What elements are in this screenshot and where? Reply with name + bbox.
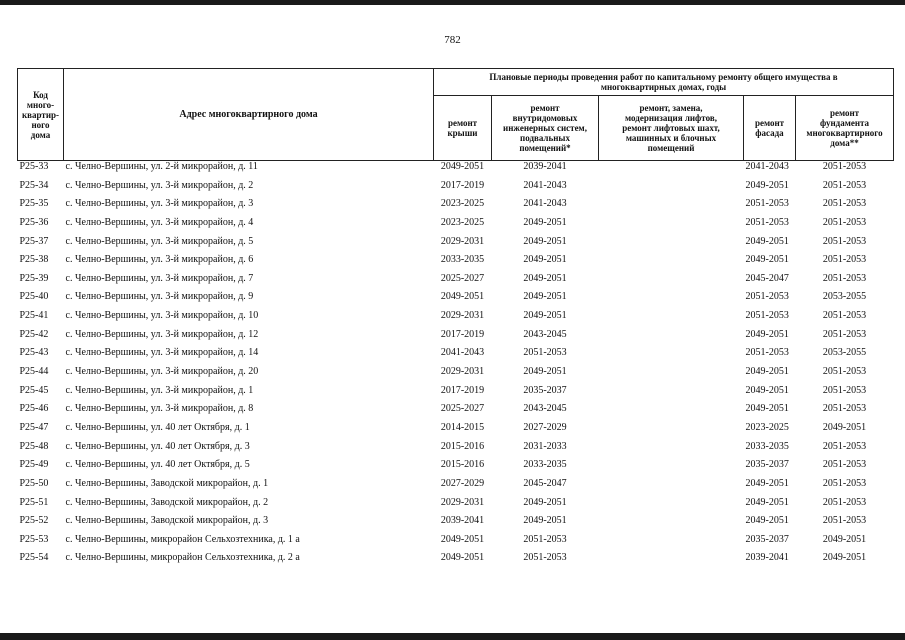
row-roof: 2017-2019	[440, 384, 485, 396]
row-foundation: 2051-2053	[822, 366, 867, 378]
table-row	[18, 180, 894, 199]
row-lifts	[599, 180, 744, 199]
row-systems: 2049-2051	[523, 216, 567, 228]
row-code: Р25-38	[19, 254, 49, 266]
row-facade: 2049-2051	[745, 328, 789, 340]
row-facade: 2051-2053	[745, 310, 789, 322]
header-code: Код много- квартир- ного дома	[18, 69, 64, 161]
row-roof: 2023-2025	[440, 216, 485, 228]
row-code: Р25-35	[19, 198, 49, 210]
row-roof: 2033-2035	[440, 254, 485, 266]
row-address: с. Челно-Вершины, ул. 3-й микрорайон, д. 12	[65, 328, 259, 340]
row-lifts	[599, 236, 744, 255]
row-facade: 2049-2051	[745, 477, 789, 489]
row-address: с. Челно-Вершины, ул. 40 лет Октября, д. 3	[65, 440, 250, 452]
row-facade: 2045-2047	[745, 272, 789, 284]
header-facade: ремонт фасада	[744, 96, 796, 161]
row-lifts	[599, 366, 744, 385]
row-code: Р25-39	[19, 272, 49, 284]
row-lifts	[599, 403, 744, 422]
table-row	[18, 441, 894, 460]
row-systems: 2035-2037	[523, 384, 567, 396]
row-lifts	[599, 478, 744, 497]
row-systems: 2043-2045	[523, 403, 567, 415]
row-address: с. Челно-Вершины, ул. 2-й микрорайон, д. 11	[65, 161, 258, 172]
table-row	[18, 403, 894, 422]
row-lifts	[599, 273, 744, 292]
row-systems: 2043-2045	[523, 328, 567, 340]
row-roof: 2049-2051	[440, 552, 485, 564]
header-roof: ремонт крыши	[434, 96, 492, 161]
row-address: с. Челно-Вершины, ул. 3-й микрорайон, д. 4	[65, 216, 254, 228]
row-foundation: 2051-2053	[822, 235, 867, 247]
row-address: с. Челно-Вершины, ул. 3-й микрорайон, д. 7	[65, 272, 254, 284]
row-facade: 2049-2051	[745, 235, 789, 247]
row-code: Р25-54	[19, 552, 49, 564]
row-address: с. Челно-Вершины, Заводской микрорайон, д. 2	[65, 496, 269, 508]
row-facade: 2049-2051	[745, 366, 789, 378]
row-facade: 2049-2051	[745, 384, 789, 396]
row-code: Р25-53	[19, 533, 49, 545]
row-address: с. Челно-Вершины, ул. 3-й микрорайон, д. 1	[65, 384, 254, 396]
row-roof: 2027-2029	[440, 477, 485, 489]
row-code: Р25-51	[19, 496, 49, 508]
row-systems: 2051-2053	[523, 552, 567, 564]
row-facade: 2051-2053	[745, 216, 789, 228]
page-number: 782	[444, 34, 461, 46]
row-foundation: 2051-2053	[822, 254, 867, 266]
row-facade: 2049-2051	[745, 254, 789, 266]
table-row	[18, 329, 894, 348]
table-row	[18, 459, 894, 478]
row-systems: 2027-2029	[523, 421, 567, 433]
row-code: Р25-52	[19, 515, 49, 527]
row-facade: 2035-2037	[745, 459, 789, 471]
row-facade: 2023-2025	[745, 421, 789, 433]
row-systems: 2039-2041	[523, 161, 567, 172]
row-roof: 2029-2031	[440, 235, 485, 247]
header-systems: ремонт внутридомовых инженерных систем, подвальных помещений*	[492, 96, 599, 161]
row-foundation: 2051-2053	[822, 328, 867, 340]
row-code: Р25-33	[19, 161, 49, 172]
row-lifts	[599, 329, 744, 348]
row-systems: 2033-2035	[523, 459, 567, 471]
row-systems: 2049-2051	[523, 254, 567, 266]
row-systems: 2045-2047	[523, 477, 567, 489]
row-code: Р25-42	[19, 328, 49, 340]
row-roof: 2017-2019	[440, 179, 485, 191]
row-systems: 2049-2051	[523, 291, 567, 303]
row-roof: 2017-2019	[440, 328, 485, 340]
top-border	[0, 0, 905, 5]
row-roof: 2039-2041	[440, 515, 485, 527]
row-address: с. Челно-Вершины, ул. 3-й микрорайон, д. 10	[65, 310, 259, 322]
row-facade: 2051-2053	[745, 198, 789, 210]
repair-schedule-table	[17, 68, 894, 571]
row-systems: 2041-2043	[523, 198, 567, 210]
row-lifts	[599, 161, 744, 180]
header-lifts: ремонт, замена, модернизация лифтов, ремонт лифтовых шахт, машинных и блочных помещений	[599, 96, 744, 161]
row-address: с. Челно-Вершины, ул. 3-й микрорайон, д. 2	[65, 179, 254, 191]
row-facade: 2051-2053	[745, 347, 789, 359]
table-header	[18, 69, 894, 161]
row-systems: 2049-2051	[523, 272, 567, 284]
row-roof: 2025-2027	[440, 272, 485, 284]
row-foundation: 2049-2051	[822, 533, 867, 545]
row-address: с. Челно-Вершины, ул. 3-й микрорайон, д. 20	[65, 366, 259, 378]
row-systems: 2049-2051	[523, 496, 567, 508]
row-facade: 2049-2051	[745, 496, 789, 508]
row-address: с. Челно-Вершины, ул. 40 лет Октября, д. 1	[65, 421, 250, 433]
row-systems: 2049-2051	[523, 515, 567, 527]
row-facade: 2051-2053	[745, 291, 789, 303]
row-foundation: 2051-2053	[822, 198, 867, 210]
row-foundation: 2051-2053	[822, 310, 867, 322]
row-systems: 2041-2043	[523, 179, 567, 191]
row-code: Р25-46	[19, 403, 49, 415]
row-code: Р25-40	[19, 291, 49, 303]
row-code: Р25-50	[19, 477, 49, 489]
row-roof: 2049-2051	[440, 161, 485, 172]
row-systems: 2049-2051	[523, 310, 567, 322]
row-foundation: 2051-2053	[822, 272, 867, 284]
row-roof: 2014-2015	[440, 421, 485, 433]
row-code: Р25-47	[19, 421, 49, 433]
header-foundation: ремонт фундамента многоквартирного дома**	[796, 96, 894, 161]
row-address: с. Челно-Вершины, ул. 3-й микрорайон, д. 14	[65, 347, 259, 359]
row-lifts	[599, 422, 744, 441]
row-systems: 2051-2053	[523, 533, 567, 545]
table-row	[18, 236, 894, 255]
row-code: Р25-44	[19, 366, 49, 378]
row-code: Р25-37	[19, 235, 49, 247]
row-address: с. Челно-Вершины, ул. 3-й микрорайон, д. 6	[65, 254, 254, 266]
row-foundation: 2051-2053	[822, 216, 867, 228]
table-row	[18, 366, 894, 385]
row-roof: 2049-2051	[440, 533, 485, 545]
table-row	[18, 515, 894, 534]
row-code: Р25-45	[19, 384, 49, 396]
table-row	[18, 534, 894, 553]
table-row	[18, 254, 894, 273]
row-lifts	[599, 310, 744, 329]
row-roof: 2015-2016	[440, 459, 485, 471]
table-row	[18, 497, 894, 516]
row-lifts	[599, 459, 744, 478]
row-foundation: 2053-2055	[822, 291, 867, 303]
row-roof: 2029-2031	[440, 366, 485, 378]
table-row	[18, 217, 894, 236]
row-roof: 2041-2043	[440, 347, 485, 359]
row-lifts	[599, 441, 744, 460]
row-roof: 2029-2031	[440, 310, 485, 322]
row-foundation: 2051-2053	[822, 440, 867, 452]
row-address: с. Челно-Вершины, ул. 3-й микрорайон, д. 3	[65, 198, 254, 210]
table-row	[18, 291, 894, 310]
row-address: с. Челно-Вершины, Заводской микрорайон, д. 3	[65, 515, 269, 527]
row-lifts	[599, 198, 744, 217]
table-row	[18, 310, 894, 329]
row-foundation: 2049-2051	[822, 552, 867, 564]
row-code: Р25-48	[19, 440, 49, 452]
row-address: с. Челно-Вершины, ул. 3-й микрорайон, д. 5	[65, 235, 254, 247]
row-lifts	[599, 217, 744, 236]
row-foundation: 2051-2053	[822, 161, 867, 172]
row-roof: 2049-2051	[440, 291, 485, 303]
row-code: Р25-41	[19, 310, 49, 322]
row-roof: 2025-2027	[440, 403, 485, 415]
row-code: Р25-43	[19, 347, 49, 359]
row-code: Р25-49	[19, 459, 49, 471]
row-lifts	[599, 347, 744, 366]
table-row	[18, 385, 894, 404]
row-lifts	[599, 552, 744, 571]
row-address: с. Челно-Вершины, микрорайон Сельхозтехника, д. 2 а	[65, 552, 300, 564]
row-address: с. Челно-Вершины, Заводской микрорайон, д. 1	[65, 477, 269, 489]
row-address: с. Челно-Вершины, ул. 3-й микрорайон, д. 9	[65, 291, 254, 303]
table-body	[18, 161, 894, 572]
header-periods: Плановые периоды проведения работ по капитальному ремонту общего имущества в многоквартирных домах, годы	[434, 69, 894, 96]
row-facade: 2035-2037	[745, 533, 789, 545]
bottom-border	[0, 633, 905, 640]
table-row	[18, 273, 894, 292]
row-lifts	[599, 515, 744, 534]
table-row	[18, 422, 894, 441]
row-address: с. Челно-Вершины, ул. 3-й микрорайон, д. 8	[65, 403, 254, 415]
row-facade: 2033-2035	[745, 440, 789, 452]
row-roof: 2029-2031	[440, 496, 485, 508]
row-foundation: 2049-2051	[822, 421, 867, 433]
row-address: с. Челно-Вершины, ул. 40 лет Октября, д. 5	[65, 459, 250, 471]
row-code: Р25-34	[19, 179, 49, 191]
row-code: Р25-36	[19, 216, 49, 228]
table-row	[18, 347, 894, 366]
header-address: Адрес многоквартирного дома	[64, 69, 434, 161]
row-foundation: 2053-2055	[822, 347, 867, 359]
row-facade: 2039-2041	[745, 552, 789, 564]
row-systems: 2049-2051	[523, 235, 567, 247]
row-roof: 2015-2016	[440, 440, 485, 452]
row-systems: 2031-2033	[523, 440, 567, 452]
table-row	[18, 552, 894, 571]
row-foundation: 2051-2053	[822, 459, 867, 471]
row-foundation: 2051-2053	[822, 515, 867, 527]
row-lifts	[599, 254, 744, 273]
row-facade: 2049-2051	[745, 515, 789, 527]
row-systems: 2049-2051	[523, 366, 567, 378]
table-row	[18, 198, 894, 217]
row-facade: 2049-2051	[745, 179, 789, 191]
row-roof: 2023-2025	[440, 198, 485, 210]
row-foundation: 2051-2053	[822, 403, 867, 415]
row-foundation: 2051-2053	[822, 477, 867, 489]
row-foundation: 2051-2053	[822, 384, 867, 396]
row-facade: 2041-2043	[745, 161, 789, 172]
table-row	[18, 478, 894, 497]
row-lifts	[599, 534, 744, 553]
row-lifts	[599, 291, 744, 310]
row-lifts	[599, 497, 744, 516]
row-foundation: 2051-2053	[822, 496, 867, 508]
row-systems: 2051-2053	[523, 347, 567, 359]
row-lifts	[599, 385, 744, 404]
row-foundation: 2051-2053	[822, 179, 867, 191]
row-facade: 2049-2051	[745, 403, 789, 415]
table-row	[18, 161, 894, 180]
row-address: с. Челно-Вершины, микрорайон Сельхозтехника, д. 1 а	[65, 533, 300, 545]
